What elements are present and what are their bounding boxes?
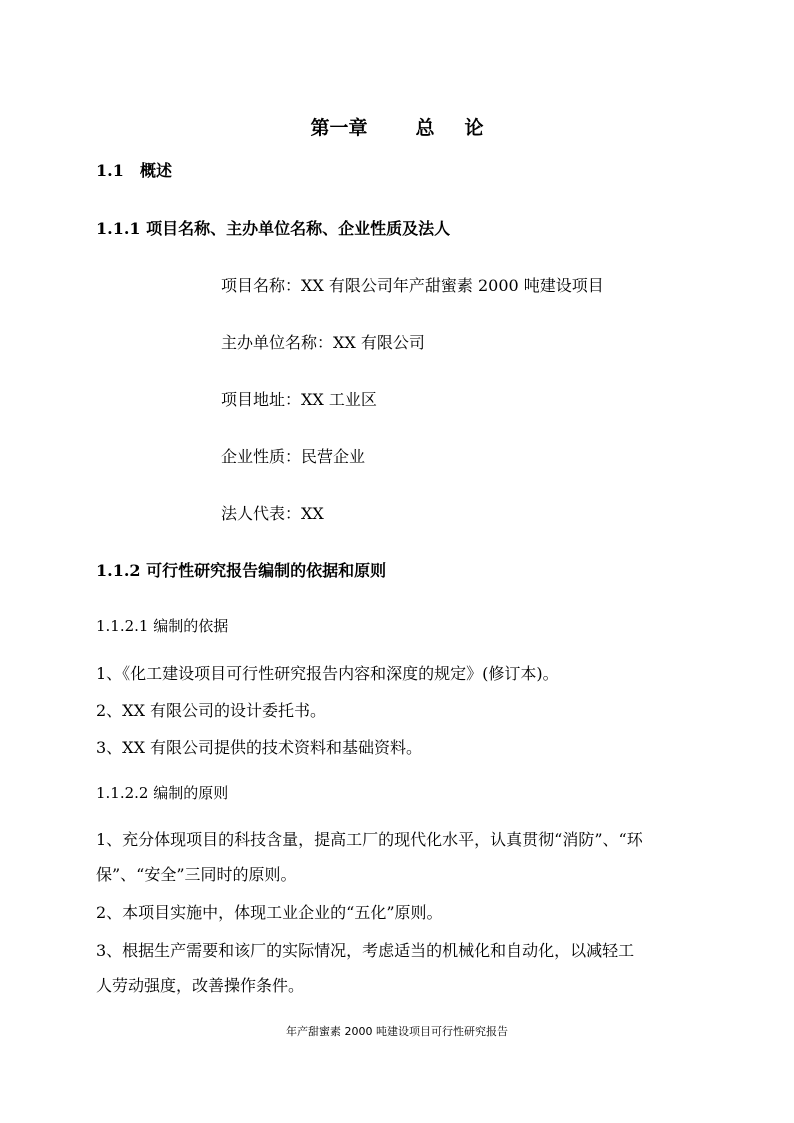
chapter-number: 第一章 [310, 117, 368, 139]
principle-item-3-line-2: 人劳动强度，改善操作条件。 [96, 976, 305, 995]
legal-rep-line: 法人代表：XX [221, 504, 324, 523]
chapter-title [0, 113, 794, 140]
sponsor-line: 主办单位名称：XX 有限公司 [221, 333, 425, 352]
section-heading-1-1-2: 1.1.2 可行性研究报告编制的依据和原则 [96, 561, 387, 580]
chapter-word-2: 论 [464, 117, 484, 139]
page-footer: 年产甜蜜素 2000 吨建设项目可行性研究报告 [286, 1025, 508, 1038]
subsection-heading-1-1-2-2: 1.1.2.2 编制的原则 [96, 784, 229, 802]
section-heading-1-1 [96, 158, 172, 181]
principle-item-2: 2、本项目实施中，体现工业企业的“五化”原则。 [96, 903, 443, 922]
basis-item-2: 2、XX 有限公司的设计委托书。 [96, 701, 327, 720]
principle-item-1-line-2: 保”、“安全”三同时的原则。 [96, 865, 297, 884]
section-number: 1.1 [96, 161, 124, 180]
section-heading-1-1-1: 1.1.1 项目名称、主办单位名称、企业性质及法人 [96, 219, 451, 238]
nature-line: 企业性质：民营企业 [221, 447, 366, 466]
basis-item-1: 1、《化工建设项目可行性研究报告内容和深度的规定》(修订本)。 [96, 664, 559, 683]
principle-item-1-line-1: 1、充分体现项目的科技含量，提高工厂的现代化水平，认真贯彻“消防”、“环 [96, 830, 643, 849]
basis-item-3: 3、XX 有限公司提供的技术资料和基础资料。 [96, 738, 423, 757]
subsection-heading-1-1-2-1: 1.1.2.1 编制的依据 [96, 617, 229, 635]
principle-item-3-line-1: 3、根据生产需要和该厂的实际情况，考虑适当的机械化和自动化，以减轻工 [96, 941, 635, 960]
section-title: 概述 [140, 161, 173, 180]
address-line: 项目地址：XX 工业区 [221, 390, 377, 409]
project-name-line: 项目名称：XX 有限公司年产甜蜜素 2000 吨建设项目 [221, 276, 604, 295]
chapter-word-1: 总 [415, 117, 435, 139]
